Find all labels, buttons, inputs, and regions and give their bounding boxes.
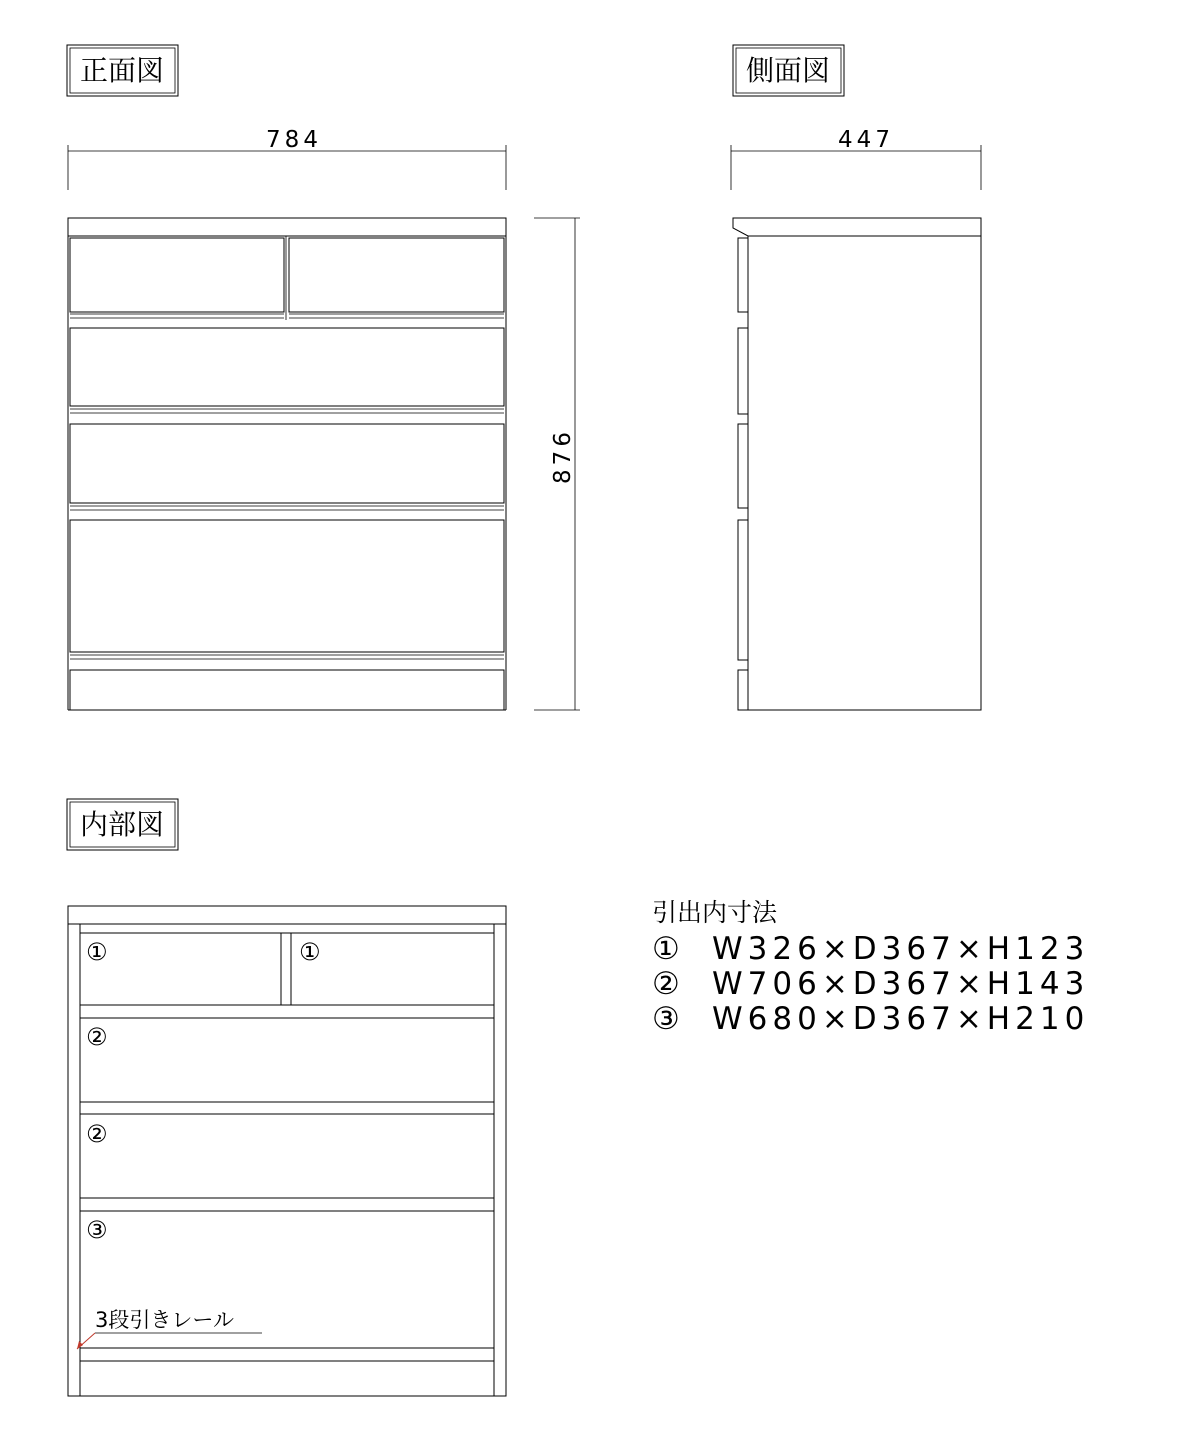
front-width-label: 784	[266, 127, 322, 153]
side-title-box	[733, 45, 844, 96]
interior-mark-3: ③	[86, 1216, 108, 1244]
front-plinth	[70, 670, 504, 710]
interior-title: 内部図	[79, 808, 165, 841]
front-height-label: 876	[550, 428, 576, 484]
side-view	[731, 45, 981, 710]
spec-heading: 引出内寸法	[652, 898, 778, 927]
interior-right-panel	[494, 924, 506, 1396]
front-drawer-3	[70, 424, 504, 510]
front-drawer-4	[70, 520, 504, 659]
front-title-box	[67, 45, 178, 96]
side-drawer-edges	[738, 238, 748, 710]
spec-row-2-dims: W706×D367×H143	[712, 966, 1090, 1002]
interior-mark-2a: ②	[86, 1023, 108, 1051]
interior-mark-1a: ①	[86, 938, 108, 966]
interior-title-box	[67, 799, 178, 850]
spec-row-1-dims: W326×D367×H123	[712, 931, 1090, 967]
interior-mark-1b: ①	[299, 938, 321, 966]
side-depth-label: 447	[838, 127, 894, 153]
spec-row-1-mark: ①	[652, 931, 685, 967]
rail-note: 3段引きレール	[95, 1308, 234, 1332]
front-drawer-top-left	[70, 238, 284, 318]
interior-view	[67, 799, 506, 1396]
front-view	[67, 45, 580, 710]
spec-row-2-mark: ②	[652, 966, 685, 1002]
rail-callout	[77, 1308, 262, 1349]
spec-row-3-dims: W680×D367×H210	[712, 1001, 1090, 1037]
side-body	[748, 236, 981, 710]
top-board	[68, 218, 506, 236]
interior-top-board	[68, 906, 506, 924]
side-depth-dimension	[731, 127, 981, 190]
front-width-dimension	[68, 127, 506, 190]
front-drawer-2	[70, 328, 504, 413]
side-top-board	[733, 218, 981, 236]
interior-left-panel	[68, 924, 80, 1396]
spec-row-3-mark: ③	[652, 1001, 685, 1037]
front-height-dimension	[534, 218, 580, 710]
interior-center-divider	[281, 933, 291, 1005]
interior-mark-2b: ②	[86, 1120, 108, 1148]
front-title: 正面図	[79, 54, 165, 87]
spec-table	[652, 898, 1089, 1037]
side-title: 側面図	[745, 54, 831, 87]
front-drawer-top-right	[289, 238, 504, 318]
